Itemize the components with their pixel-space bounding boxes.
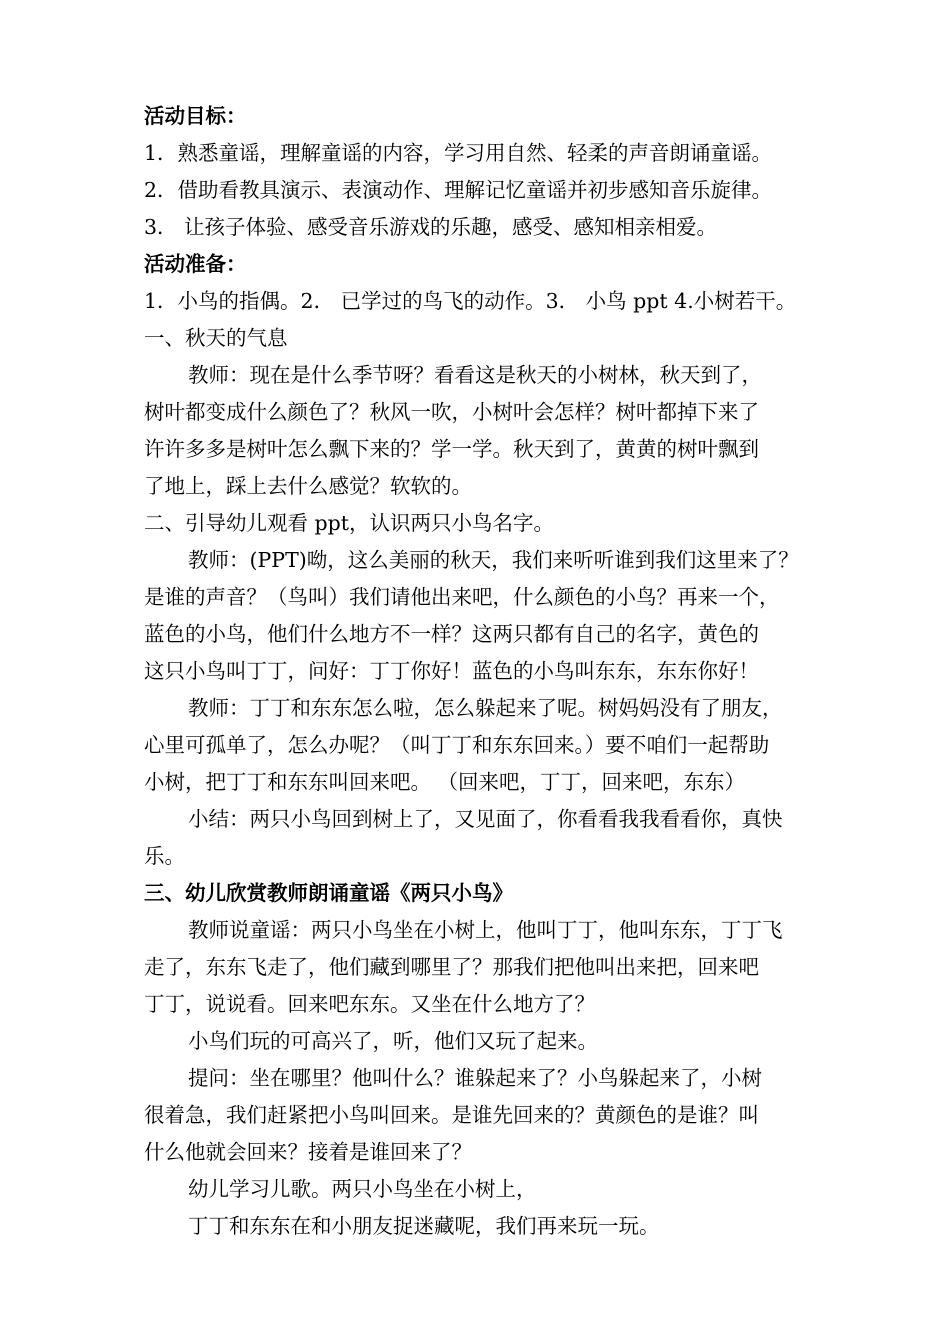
paragraph-line: 丁丁，说说看。回来吧东东。又坐在什么地方了？: [144, 992, 595, 1016]
paragraph-line: 走了，东东飞走了，他们藏到哪里了？那我们把他叫出来把，回来吧: [144, 955, 759, 979]
paragraph-line: 提问：坐在哪里？他叫什么？谁躲起来了？小鸟躲起来了，小树: [188, 1066, 762, 1090]
paragraph-line: 小鸟们玩的可高兴了，听，他们又玩了起来。: [188, 1029, 598, 1053]
paragraph-line: 这只小鸟叫丁丁，问好：丁丁你好！蓝色的小鸟叫东东，东东你好！: [144, 659, 759, 683]
heading-activity-preparation: 活动准备：: [144, 252, 247, 276]
paragraph-line: 很着急，我们赶紧把小鸟叫回来。是谁先回来的？黄颜色的是谁？叫: [144, 1103, 759, 1127]
heading-activity-goals: 活动目标：: [144, 104, 247, 128]
section-1-title: 一、秋天的气息: [144, 326, 288, 350]
document-page: [144, 98, 824, 1245]
paragraph-line: 教师：现在是什么季节呀？看看这是秋天的小树林，秋天到了，: [188, 363, 762, 387]
paragraph-line: 了地上，踩上去什么感觉？软软的。: [144, 474, 472, 498]
paragraph-line: 教师：(PPT)呦，这么美丽的秋天，我们来听听谁到我们这里来了？: [188, 548, 799, 572]
paragraph-line: 丁丁和东东在和小朋友捉迷藏呢，我们再来玩一玩。: [188, 1214, 660, 1238]
goal-item-2: 2．借助看教具演示、表演动作、理解记忆童谣并初步感知音乐旋律。: [144, 178, 773, 202]
paragraph-line: 教师说童谣：两只小鸟坐在小树上，他叫丁丁，他叫东东，丁丁飞: [188, 918, 783, 942]
goal-item-1: 1．熟悉童谣，理解童谣的内容，学习用自然、轻柔的声音朗诵童谣。: [144, 141, 773, 165]
paragraph-line: 是谁的声音？（鸟叫）我们请他出来吧，什么颜色的小鸟？再来一个，: [144, 585, 780, 609]
section-3-title: 三、幼儿欣赏教师朗诵童谣《两只小鸟》: [144, 881, 513, 905]
paragraph-line: 蓝色的小鸟，他们什么地方不一样？这两只都有自己的名字，黄色的: [144, 622, 759, 646]
paragraph-line: 幼儿学习儿歌。两只小鸟坐在小树上，: [188, 1177, 537, 1201]
paragraph-line: 树叶都变成什么颜色了？秋风一吹，小树叶会怎样？树叶都掉下来了: [144, 400, 759, 424]
paragraph-line: 小结：两只小鸟回到树上了，又见面了，你看看我我看看你，真快: [188, 807, 783, 831]
paragraph-line: 什么他就会回来？接着是谁回来了？: [144, 1140, 472, 1164]
preparation-items: 1．小鸟的指偶。2． 已学过的鸟飞的动作。3． 小鸟 ppt 4.小树若干。: [144, 289, 797, 313]
paragraph-line: 许许多多是树叶怎么飘下来的？学一学。秋天到了，黄黄的树叶飘到: [144, 437, 759, 461]
paragraph-line: 心里可孤单了，怎么办呢？（叫丁丁和东东回来。）要不咱们一起帮助: [144, 733, 770, 757]
paragraph-line: 乐。: [144, 844, 185, 868]
paragraph-line: 教师：丁丁和东东怎么啦，怎么躲起来了呢。树妈妈没有了朋友，: [188, 696, 783, 720]
goal-item-3: 3． 让孩子体验、感受音乐游戏的乐趣，感受、感知相亲相爱。: [144, 215, 718, 239]
section-2-title: 二、引导幼儿观看 ppt，认识两只小鸟名字。: [144, 511, 554, 535]
paragraph-line: 小树，把丁丁和东东叫回来吧。 （回来吧，丁丁，回来吧，东东）: [144, 770, 746, 794]
